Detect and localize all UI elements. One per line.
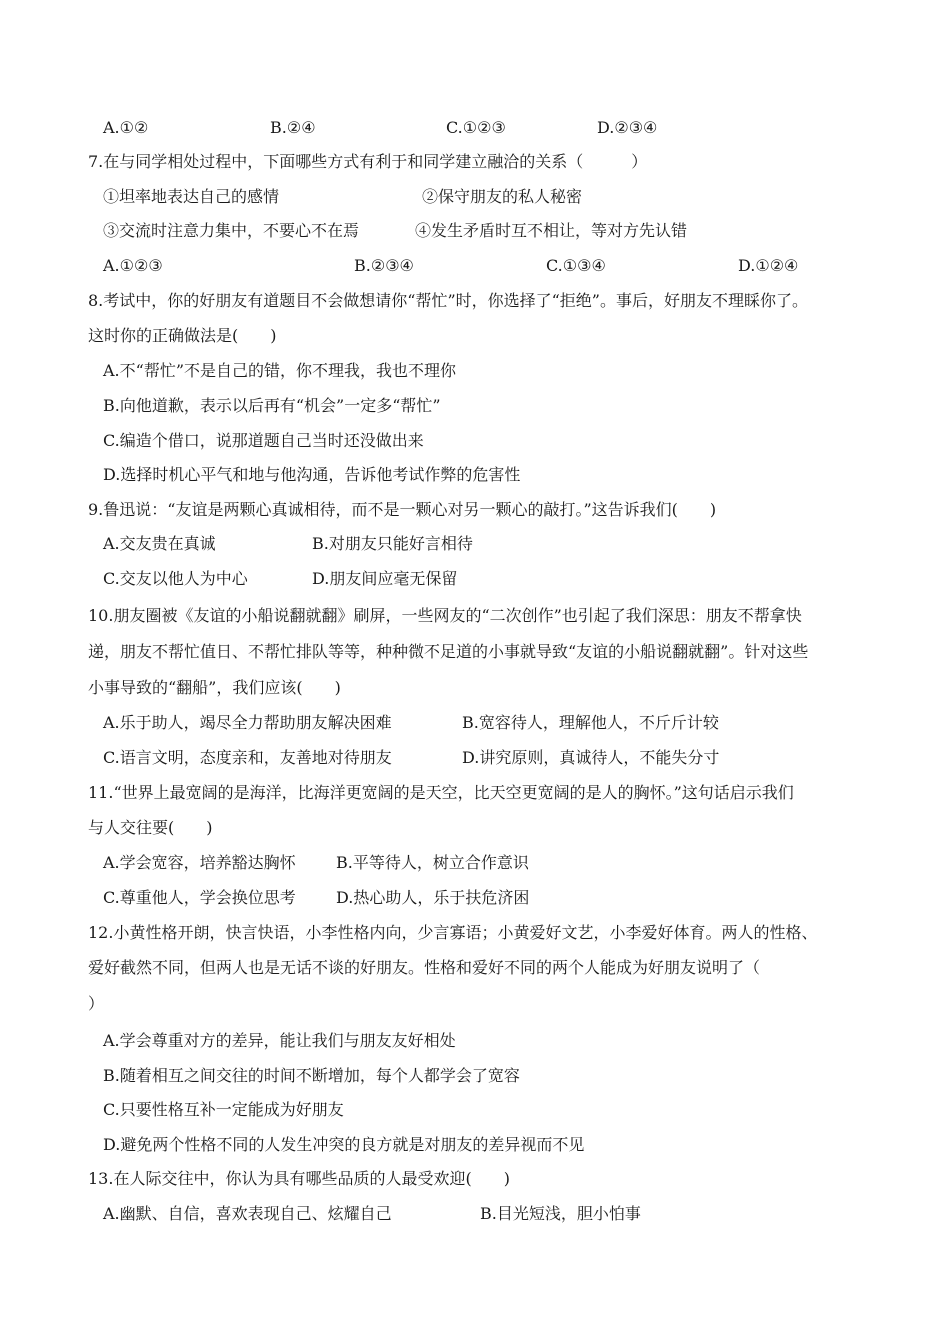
q11-option-b: B.平等待人，树立合作意识: [336, 853, 529, 872]
q12-stem-line3: ）: [88, 994, 105, 1013]
q11-option-a: A.学会宽容，培养豁达胸怀: [103, 853, 296, 872]
q7-stem: 7.在与同学相处过程中，下面哪些方式有利于和同学建立融洽的关系（ ）: [88, 152, 648, 171]
q7-option-d: D.①②④: [738, 256, 799, 275]
q8-stem-line2: 这时你的正确做法是( ): [88, 326, 277, 345]
q10-option-d: D.讲究原则，真诚待人，不能失分寸: [462, 748, 720, 767]
q12-option-a: A.学会尊重对方的差异，能让我们与朋友友好相处: [103, 1031, 456, 1050]
q11-option-c: C.尊重他人，学会换位思考: [103, 888, 296, 907]
q10-option-b: B.宽容待人，理解他人，不斤斤计较: [462, 713, 719, 732]
q11-option-d: D.热心助人，乐于扶危济困: [336, 888, 530, 907]
q8-option-b: B.向他道歉，表示以后再有“机会”一定多“帮忙”: [103, 396, 441, 415]
q12-stem-line1: 12.小黄性格开朗，快言快语，小李性格内向，少言寡语；小黄爱好文艺，小李爱好体育。两人的性格、: [88, 923, 818, 942]
q7-item-1: ①坦率地表达自己的感情: [103, 187, 280, 206]
q9-option-d: D.朋友间应毫无保留: [312, 569, 458, 588]
q6-option-b: B.②④: [270, 118, 316, 137]
q12-option-d: D.避免两个性格不同的人发生冲突的良方就是对朋友的差异视而不见: [103, 1135, 585, 1154]
q9-option-c: C.交友以他人为中心: [103, 569, 248, 588]
q8-option-c: C.编造个借口，说那道题自己当时还没做出来: [103, 431, 424, 450]
q10-stem-line3: 小事导致的“翻船”，我们应该( ): [88, 678, 341, 697]
q8-option-d: D.选择时机心平气和地与他沟通，告诉他考试作弊的危害性: [103, 465, 521, 484]
q9-option-b: B.对朋友只能好言相待: [312, 534, 473, 553]
q6-option-c: C.①②③: [446, 118, 506, 137]
q6-option-a: A.①②: [103, 118, 149, 137]
q9-stem: 9.鲁迅说：“友谊是两颗心真诚相待，而不是一颗心对另一颗心的敲打。”这告诉我们( ): [88, 500, 717, 519]
q6-option-d: D.②③④: [597, 118, 658, 137]
q13-option-a: A.幽默、自信，喜欢表现自己、炫耀自己: [103, 1204, 392, 1223]
q12-option-b: B.随着相互之间交往的时间不断增加，每个人都学会了宽容: [103, 1066, 520, 1085]
q8-stem-line1: 8.考试中，你的好朋友有道题目不会做想请你“帮忙”时，你选择了“拒绝”。事后，好朋友不理睬你了。: [88, 291, 808, 310]
q10-option-c: C.语言文明，态度亲和，友善地对待朋友: [103, 748, 392, 767]
q10-stem-line1: 10.朋友圈被《友谊的小船说翻就翻》刷屏，一些网友的“二次创作”也引起了我们深思：朋友不帮拿快: [88, 606, 802, 625]
q13-stem: 13.在人际交往中，你认为具有哪些品质的人最受欢迎( ): [88, 1169, 510, 1188]
q7-item-3: ③交流时注意力集中，不要心不在焉: [103, 221, 360, 240]
q7-item-2: ②保守朋友的私人秘密: [422, 187, 583, 206]
q12-stem-line2: 爱好截然不同，但两人也是无话不谈的好朋友。性格和爱好不同的两个人能成为好朋友说明了（: [88, 958, 761, 977]
q10-option-a: A.乐于助人，竭尽全力帮助朋友解决困难: [103, 713, 392, 732]
q9-option-a: A.交友贵在真诚: [103, 534, 216, 553]
q7-option-a: A.①②③: [103, 256, 163, 275]
q7-item-4: ④发生矛盾时互不相让，等对方先认错: [415, 221, 688, 240]
q12-option-c: C.只要性格互补一定能成为好朋友: [103, 1100, 344, 1119]
q13-option-b: B.目光短浅，胆小怕事: [480, 1204, 641, 1223]
q8-option-a: A.不“帮忙”不是自己的错，你不理我，我也不理你: [103, 361, 457, 380]
q7-option-c: C.①③④: [546, 256, 606, 275]
q11-stem-line1: 11.“世界上最宽阔的是海洋，比海洋更宽阔的是天空，比天空更宽阔的是人的胸怀。”这句话启示我们: [88, 783, 794, 802]
q7-option-b: B.②③④: [354, 256, 414, 275]
q11-stem-line2: 与人交往要( ): [88, 818, 213, 837]
q10-stem-line2: 递，朋友不帮忙值日、不帮忙排队等等，种种微不足道的小事就导致“友谊的小船说翻就翻”。针对这些: [88, 642, 809, 661]
